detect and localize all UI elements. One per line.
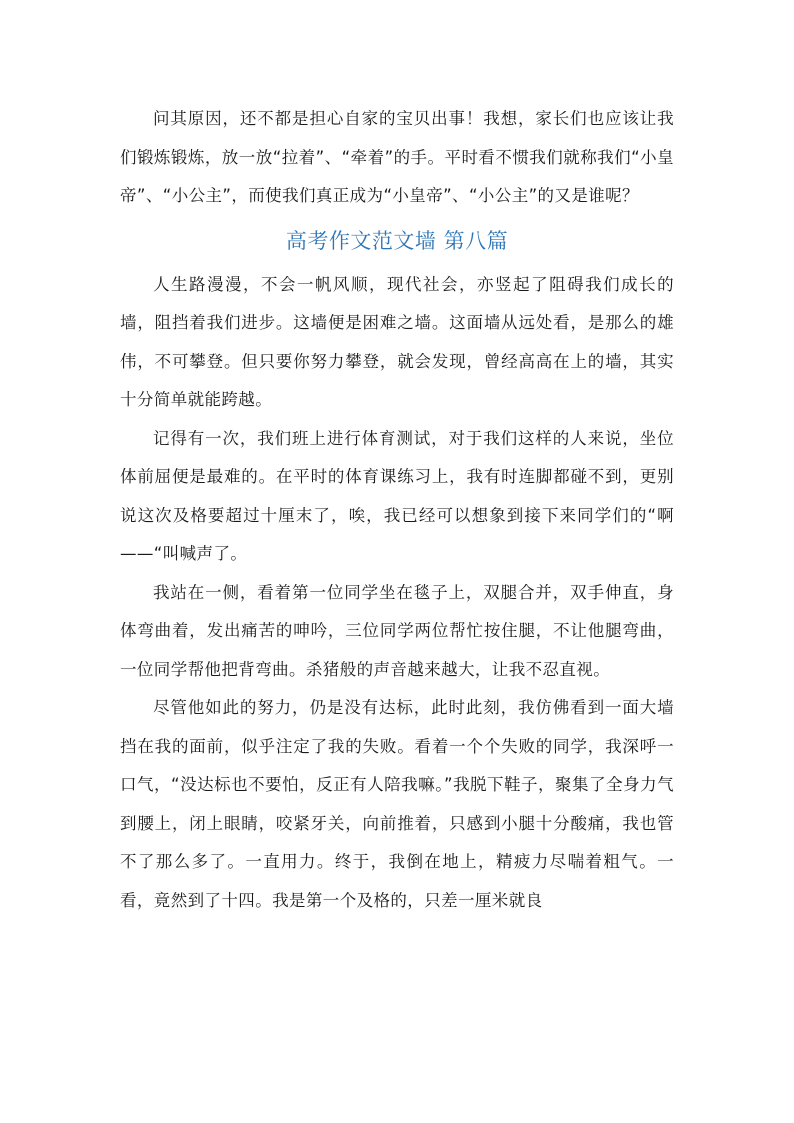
document-page — [120, 100, 674, 920]
paragraph: 人生路漫漫，不会一帆风顺，现代社会，亦竖起了阻碍我们成长的墙，阻挡着我们进步。这墙便是困难之墙。这面墙从远处看，是那么的雄伟，不可攀登。但只要你努力攀登，就会发现，曾经高高在上的墙，其实十分简单就能跨越。 — [120, 274, 674, 409]
paragraph: 我站在一侧，看着第一位同学坐在毯子上，双腿合并，双手伸直，身体弯曲着，发出痛苦的呻吟，三位同学两位帮忙按住腿，不让他腿弯曲，一位同学帮他把背弯曲。杀猪般的声音越来越大，让我不忍直视。 — [120, 582, 674, 679]
section-heading: 高考作文范文墙 第八篇 — [285, 228, 509, 253]
paragraph: 问其原因，还不都是担心自家的宝贝出事！我想，家长们也应该让我们锻炼锻炼，放一放“拉着”、“牵着”的手。平时看不惯我们就称我们“小皇帝”、“小公主”，而使我们真正成为“小皇帝”、“小公主”的又是谁呢？ — [120, 109, 674, 205]
paragraph: 记得有一次，我们班上进行体育测试，对于我们这样的人来说，坐位体前屈便是最难的。在平时的体育课练习上，我有时连脚都碰不到，更别说这次及格要超过十厘末了，唉，我已经可以想象到接下来同学们的“啊——“叫喊声了。 — [120, 428, 674, 563]
paragraph: 尽管他如此的努力，仍是没有达标，此时此刻，我仿佛看到一面大墙挡在我的面前，似乎注定了我的失败。看着一个个失败的同学，我深呼一口气，“没达标也不要怕，反正有人陪我嘛。”我脱下鞋子，聚集了全身力气到腰上，闭上眼睛，咬紧牙关，向前推着，只感到小腿十分酸痛，我也管不了那么多了。一直用力。终于，我倒在地上，精疲力尽喘着粗气。一看，竟然到了十四。我是第一个及格的，只差一厘米就良 — [120, 698, 674, 910]
